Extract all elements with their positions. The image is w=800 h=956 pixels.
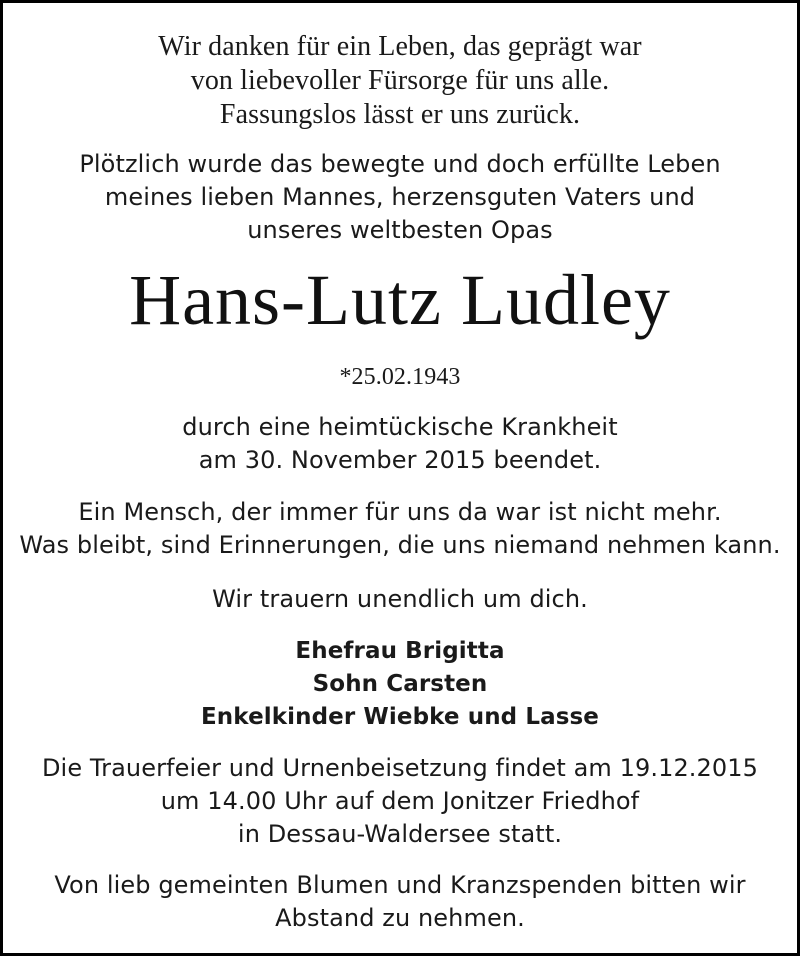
funeral-details <box>3 752 797 851</box>
family-member: Enkelkinder Wiebke und Lasse <box>201 704 599 730</box>
death-line: durch eine heimtückische Krankheit <box>182 413 618 441</box>
closing-request <box>3 869 797 935</box>
intro-line: unseres weltbesten Opas <box>247 216 553 244</box>
family-member: Sohn Carsten <box>312 671 488 697</box>
intro-line: meines lieben Mannes, herzensguten Vaters und <box>104 183 696 211</box>
funeral-line: Die Trauerfeier und Urnenbeisetzung findet am 19.12.2015 <box>41 754 759 782</box>
intro-line: Plötzlich wurde das bewegte und doch erfüllte Leben <box>79 150 721 178</box>
gratitude-line: von liebevoller Fürsorge für uns alle. <box>190 65 610 96</box>
memory-paragraph <box>3 496 797 562</box>
family-signatures <box>3 635 797 734</box>
gratitude-line: Wir danken für ein Leben, das geprägt war <box>158 31 642 62</box>
death-line: am 30. November 2015 beendet. <box>198 446 602 474</box>
memory-line: Ein Mensch, der immer für uns da war ist nicht mehr. <box>78 498 722 526</box>
mourning-line: Wir trauern unendlich um dich. <box>212 585 588 613</box>
gratitude-verse <box>3 30 797 132</box>
memory-line: Was bleibt, sind Erinnerungen, die uns niemand nehmen kann. <box>19 531 781 559</box>
intro-paragraph <box>3 148 797 247</box>
gratitude-line: Fassungslos lässt er uns zurück. <box>219 99 581 130</box>
funeral-line: um 14.00 Uhr auf dem Jonitzer Friedhof <box>160 787 640 815</box>
death-paragraph <box>3 411 797 477</box>
funeral-line: in Dessau-Waldersee statt. <box>237 820 563 848</box>
birth-date: *25.02.1943 <box>339 364 461 390</box>
closing-line: Abstand zu nehmen. <box>275 904 525 932</box>
closing-line: Von lieb gemeinten Blumen und Kranzspenden bitten wir <box>54 871 746 899</box>
deceased-name: Hans-Lutz Ludley <box>129 260 671 340</box>
family-member: Ehefrau Brigitta <box>295 638 505 664</box>
